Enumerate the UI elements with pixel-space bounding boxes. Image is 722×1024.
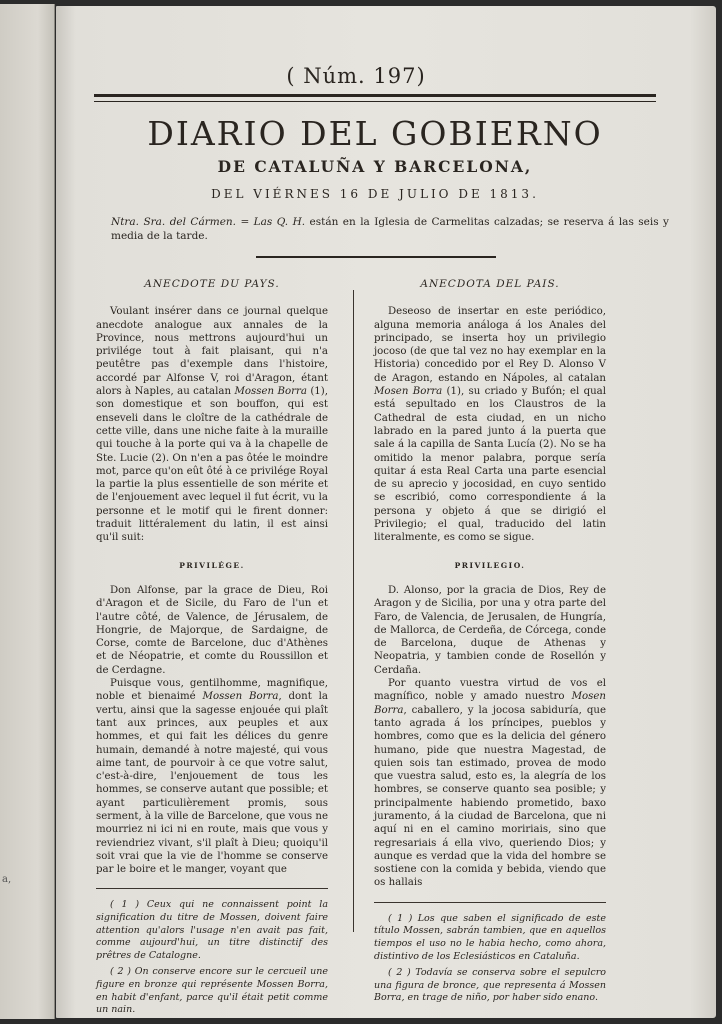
margin-mark: a, <box>2 874 12 885</box>
text-run: , caballero, y la jocosa sabiduría, que tanto agrada á los príncipes, pueblos y hombres, como que es la delicia del género humano, pide que nuestra Magestad, de quien sois tan estimado, provea de modo que vuestra salud, esto es, la alegría de los hombres, se conserve quanto sea posible; y principalmente habiendo prometido, baxo juramento, á la ciudad de Barcelona, que ni aquí ni en el camino moririais, sino que regresariais á ella vivo, queriendo Dios; y aunque es verdad que la vida del hombre se sostiene con la comida y bebida, viendo que os hallais <box>374 704 606 889</box>
french-heading: ANECDOTE DU PAYS. <box>144 278 280 290</box>
text-run: , dont la vertu, ainsi que la sagesse enjouée qui plaît tant aux princes, aux peuples et aux hommes, et qui fait les délices du genre humain, demandé à notre majesté, qui vous aime tant, de pourvoir à ce que votre salut, c'est-à-dire, l'enjouement de tous les hommes, se conserve autant que possible; et ayant particulièrement promis, sous serment, à la ville de Barcelone, que vous ne mourriez ni ici ni en route, mais que vous y reviendriez vivant, s'il plaît à Dieu; quoiqu'il soit vrai que la vie de l'homme se conserve par le boire et le manger, voyant que <box>96 691 328 876</box>
french-privilege-heading: PRIVILÉGE. <box>179 560 245 570</box>
masthead-subtitle: DE CATALUÑA Y BARCELONA, <box>217 157 533 176</box>
newspaper-page <box>56 6 716 1018</box>
dateline: DEL VIÉRNES 16 DE JULIO DE 1813. <box>211 187 539 201</box>
spanish-paragraph-2: D. Alonso, por la gracia de Dios, Rey de Aragon y de Sicilia, por una y otra parte del Faro, de Valencia, de Jerusalen, de Hungría, de Mallorca, de Cerdeña, de Córcega, conde de Barcelona, duque de Athenas y Neopatria, y tambien conde de Rosellón y Cerdaña. <box>374 584 606 676</box>
spanish-paragraph-3 <box>374 677 606 890</box>
notice-prefix: Ntra. Sra. del Cármen. = Las Q. H. <box>111 216 306 228</box>
text-run: (1), su criado y Bufón; el qual está sepultado en los Claustros de la Cathedral de esta ciudad, en un nicho labrado en la pared junto á la puerta que sale á la capilla de Santa Lucía (2). No se ha omitido la menor palabra, porque sería quitar á esta Real Carta una parte esencial de su aprecio y jocosidad, en cuyo sentido se escribió, como correspondiente á la persona y objeto á que se dirigió el Privilegio; el qual, traducido del latin literalmente, es como se sigue. <box>374 386 607 544</box>
french-paragraph-2: Don Alfonse, par la grace de Dieu, Roi d'Aragon et de Sicile, du Faro de l'un et l'autre côté, de Valence, de Jérusalem, de Hongrie, de Majorque, de Sardaigne, de Corse, comte de Barcelone, duc d'Athènes et de Néopatrie, et comte du Roussillon et de Cerdagne. <box>96 584 328 676</box>
text-run: Deseoso de insertar en este periódico, alguna memoria análoga á los Anales del principado, se inserta hoy un privilegio jocoso (de que tal vez no hay exemplar en la Historia) concedido por el Rey D. Alonso V de Aragon, estando en Nápoles, al catalan <box>374 306 606 384</box>
spanish-paragraph-1 <box>374 305 606 544</box>
notice-text: están en la Iglesia de Carmelitas calzadas; se reserva á las seis y media de la tarde. <box>111 216 669 242</box>
name-italic: Mosen Borra <box>374 386 443 398</box>
spanish-privilege-heading: PRIVILEGIO. <box>454 560 526 570</box>
text-run: (1), son domestique et son bouffon, qui est enseveli dans le cloître de la cathédrale de cette ville, dans une niche faite à la muraille qui touche à la porte qui va à la chapelle de Ste. Lucie (2). On n'en a pas ôtée le moindre mot, parce qu'on eût ôté à ce privilége Royal la partie la plus essentielle de son mérite et de l'enjouement avec lequel il fut écrit, vu la personne et le motif qui le firent donner: traduit littéralement du latin, il est ainsi qu'il suit: <box>96 386 328 544</box>
masthead-title: DIARIO DEL GOBIERNO <box>147 114 603 153</box>
french-paragraph-3 <box>96 677 328 876</box>
text-run: Voulant insérer dans ce journal quelque anecdote analogue aux annales de la Province, nous mettrons aujourd'hui un privilége tout à fait plaisant, qui n'a peutêtre pas d'exemple dans l'histoire, accordé par Alfonse V, roi d'Aragon, étant alors à Naples, au catalan <box>96 306 328 398</box>
section-rule <box>256 256 496 258</box>
footnote-rule <box>374 902 606 903</box>
name-italic: Mossen Borra <box>234 386 307 398</box>
french-footnote-2: ( 2 ) On conserve encore sur le cercueil une figure en bronze qui représente Mossen Borra, en habit d'enfant, parce qu'il était petit comme un nain. <box>96 966 328 1016</box>
spanish-column <box>374 278 606 1009</box>
french-footnote-1: ( 1 ) Ceux qui ne connaissent point la signification du titre de Mossen, doivent faire attention qu'alors l'usage n'en avait pas fait, comme aujourd'hui, un titre distinctif des prêtres de Catalogne. <box>96 899 328 961</box>
header-rule <box>94 94 656 102</box>
spanish-footnote-2: ( 2 ) Todavía se conserva sobre el sepulcro una figura de bronce, que representa á Mossen Borra, en trage de niño, por haber sido enano. <box>374 967 606 1004</box>
facing-page-edge <box>0 4 55 1019</box>
column-divider <box>353 290 354 932</box>
church-notice <box>111 215 669 243</box>
name-italic: Mosen Borra <box>374 691 606 716</box>
issue-number: ( Núm. 197) <box>286 64 426 88</box>
french-paragraph-1 <box>96 305 328 544</box>
text-run: Puisque vous, gentilhomme, magnifique, noble et bienaimé <box>96 678 328 703</box>
french-column <box>96 278 328 1021</box>
text-run: Por quanto vuestra virtud de vos el magnífico, noble y amado nuestro <box>374 678 606 703</box>
footnote-rule <box>96 888 328 889</box>
spanish-footnote-1: ( 1 ) Los que saben el significado de este título Mossen, sabrán tambien, que en aquellos tiempos el uso no le habia hecho, como ahora, distintivo de los Eclesiásticos en Cataluña. <box>374 912 606 962</box>
name-italic: Mossen Borra <box>202 691 279 703</box>
spanish-heading: ANECDOTA DEL PAIS. <box>420 278 560 290</box>
